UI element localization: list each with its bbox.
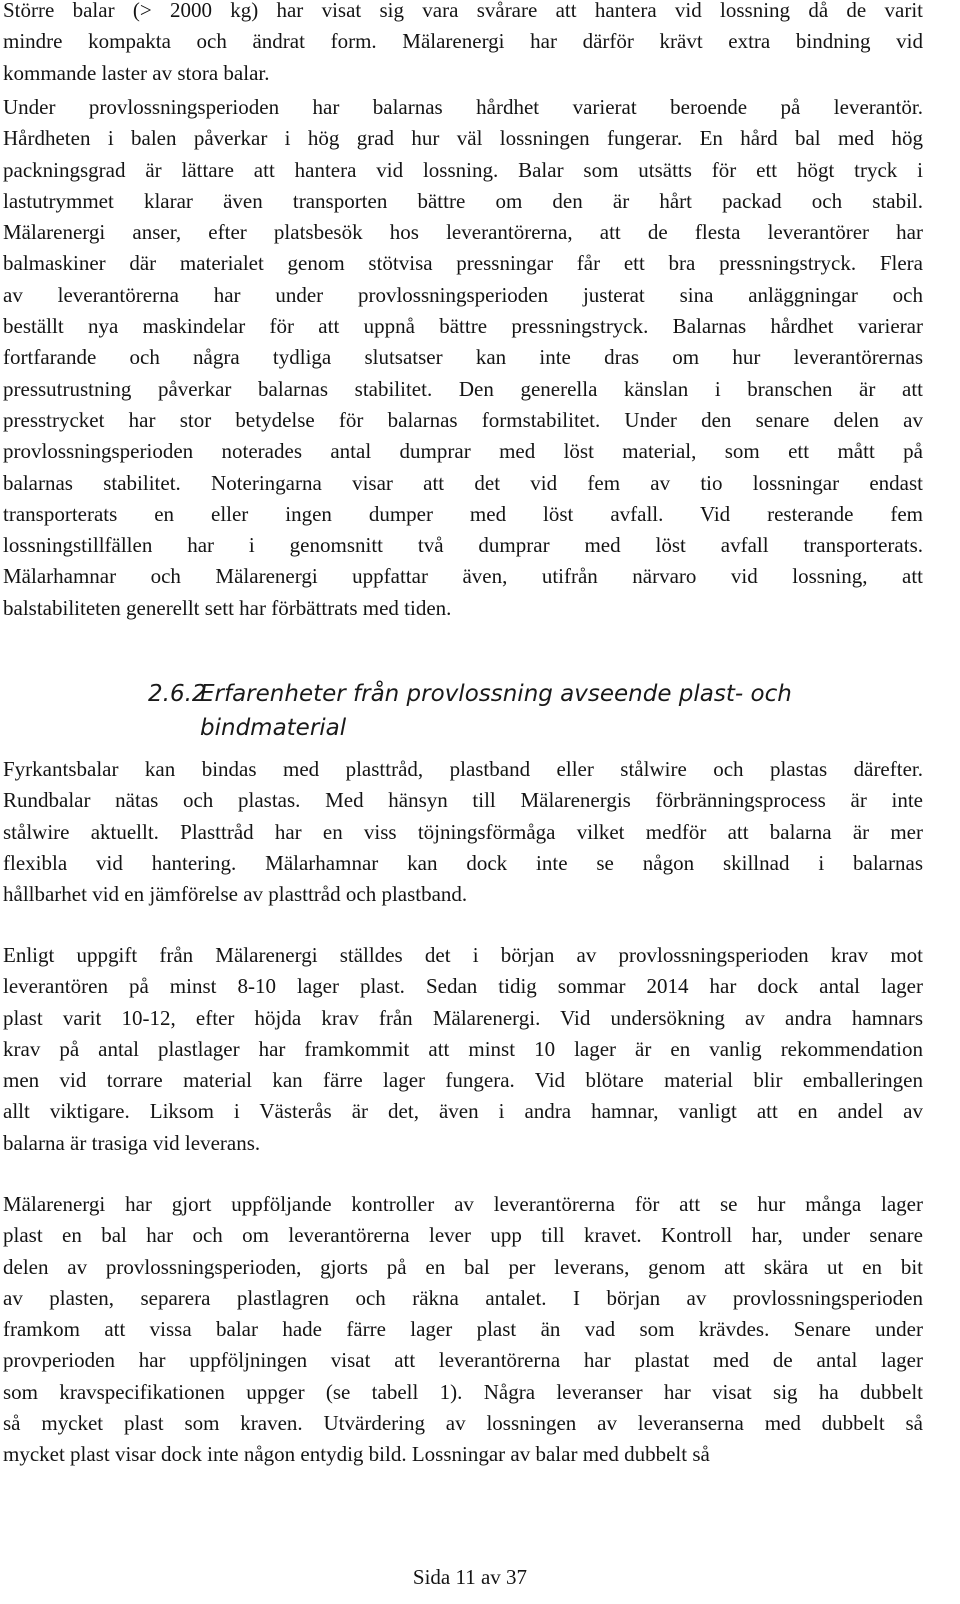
paragraph-binding-material: [3, 754, 923, 910]
text-line: hållbarhet vid en jämförelse av plasttråd och plastband.: [3, 882, 468, 907]
text-line: så mycket plast som kraven. Utvärdering av lossningen av leveranserna med dubbelt så: [3, 1411, 923, 1436]
text-line: mindre kompakta och ändrat form. Mälarenergi har därför krävt extra bindning vid: [3, 29, 923, 54]
text-line: som kravspecifikationen uppger (se tabell 1). Några leveranser har visat sig ha dubbelt: [3, 1379, 923, 1404]
paragraph-follow-up-checks: [3, 1189, 923, 1471]
text-line: flexibla vid hantering. Mälarhamnar kan dock inte se någon skillnad i balarnas: [3, 850, 923, 875]
text-line: lossningstillfällen har i genomsnitt två dumprar med löst avfall transporterats.: [3, 533, 923, 558]
text-line: beställt nya maskindelar för att uppnå bättre pressningstryck. Balarnas hårdhet varierar: [3, 314, 923, 339]
text-line: balarnas stabilitet. Noteringarna visar att det vid fem av tio lossningar endast: [3, 470, 923, 495]
text-line: lastutrymmet klarar även transporten bättre om den är hårt packad och stabil.: [3, 188, 923, 213]
text-line: stålwire aktuellt. Plasttråd har en viss töjningsförmåga vilket medför att balarna är mer: [3, 819, 923, 844]
text-line: Fyrkantsbalar kan bindas med plasttråd, plastband eller stålwire och plastas därefter.: [3, 757, 923, 781]
text-line: Rundbalar nätas och plastas. Med hänsyn till Mälarenergis förbränningsprocess är inte: [3, 788, 923, 813]
text-line: plast en bal har och om leverantörerna lever upp till kravet. Kontroll har, under senare: [3, 1223, 923, 1248]
text-line: Enligt uppgift från Mälarenergi ställdes det i början av provlossningsperioden krav mot: [3, 943, 923, 967]
text-line: Mälarenergi anser, efter platsbesök hos leverantörerna, att de flesta leverantörer har: [3, 220, 923, 245]
text-line: framkom att vissa balar hade färre lager plast än vad som krävdes. Senare under: [3, 1317, 923, 1342]
text-line: balstabiliteten generellt sett har förbättrats med tiden.: [3, 595, 452, 620]
section-title-line-1: Erfarenheter från provlossning avseende plast- och: [200, 681, 792, 707]
text-line: av plasten, separera plastlagren och räkna antalet. I början av provlossningsperioden: [3, 1285, 923, 1310]
text-line: Mälarenergi har gjort uppföljande kontroller av leverantörerna för att se hur många lager: [3, 1192, 923, 1216]
text-line: presstrycket har stor betydelse för balarnas formstabilitet. Under den senare delen av: [3, 407, 923, 432]
text-line: leverantören på minst 8-10 lager plast. Sedan tidig sommar 2014 har dock antal lager: [3, 974, 923, 999]
text-line: kommande laster av stora balar.: [3, 60, 270, 85]
text-line: Under provlossningsperioden har balarnas hårdhet varierat beroende på leverantör.: [3, 95, 923, 119]
paragraph-bale-hardness: [3, 92, 923, 624]
text-line: pressutrustning påverkar balarnas stabilitet. Den generella känslan i branschen är att: [3, 376, 923, 401]
text-line: av leverantörerna har under provlossningsperioden justerat sina anläggningar och: [3, 282, 923, 307]
section-number: 2.6.2: [148, 681, 207, 707]
text-line: allt viktigare. Liksom i Västerås är det, även i andra hamnar, vanligt att en andel av: [3, 1099, 923, 1124]
text-line: balarna är trasiga vid leverans.: [3, 1130, 261, 1155]
text-line: men vid torrare material kan färre lager fungera. Vid blötare material blir emballeringen: [3, 1068, 923, 1093]
text-line: Hårdheten i balen påverkar i hög grad hur väl lossningen fungerar. En hård bal med hög: [3, 126, 923, 151]
text-line: Mälarhamnar och Mälarenergi uppfattar även, utifrån närvaro vid lossning, att: [3, 564, 923, 589]
section-heading: [148, 677, 888, 745]
text-line: fortfarande och några tydliga slutsatser kan inte dras om hur leverantörernas: [3, 345, 923, 370]
text-line: mycket plast visar dock inte någon entydig bild. Lossningar av balar med dubbelt så: [3, 1442, 710, 1467]
text-line: Större balar (> 2000 kg) har visat sig vara svårare att hantera vid lossning då de varit: [3, 0, 923, 22]
text-line: plast varit 10-12, efter höjda krav från Mälarenergi. Vid undersökning av andra hamnars: [3, 1005, 923, 1030]
text-line: transporterats en eller ingen dumper med löst avfall. Vid resterande fem: [3, 501, 923, 526]
text-line: delen av provlossningsperioden, gjorts på en bal per leverans, genom att skära ut en bit: [3, 1254, 923, 1279]
paragraph-large-bales: [3, 0, 923, 89]
text-line: packningsgrad är lättare att hantera vid lossning. Balar som utsätts för ett högt tryck i: [3, 157, 923, 182]
page-footer: Sida 11 av 37: [412, 1565, 528, 1589]
text-line: provperioden har uppföljningen visat att leverantörerna har plastat med de antal lager: [3, 1348, 923, 1373]
text-line: krav på antal plastlager har framkommit att minst 10 lager är en vanlig rekommendation: [3, 1036, 923, 1061]
section-title-line-2: bindmaterial: [200, 715, 347, 741]
text-line: balmaskiner där materialet genom stötvisa pressningar får ett bra pressningstryck. Flera: [3, 251, 923, 276]
text-line: provlossningsperioden noterades antal dumprar med löst material, som ett mått på: [3, 439, 923, 464]
paragraph-plastic-layers: [3, 940, 923, 1159]
